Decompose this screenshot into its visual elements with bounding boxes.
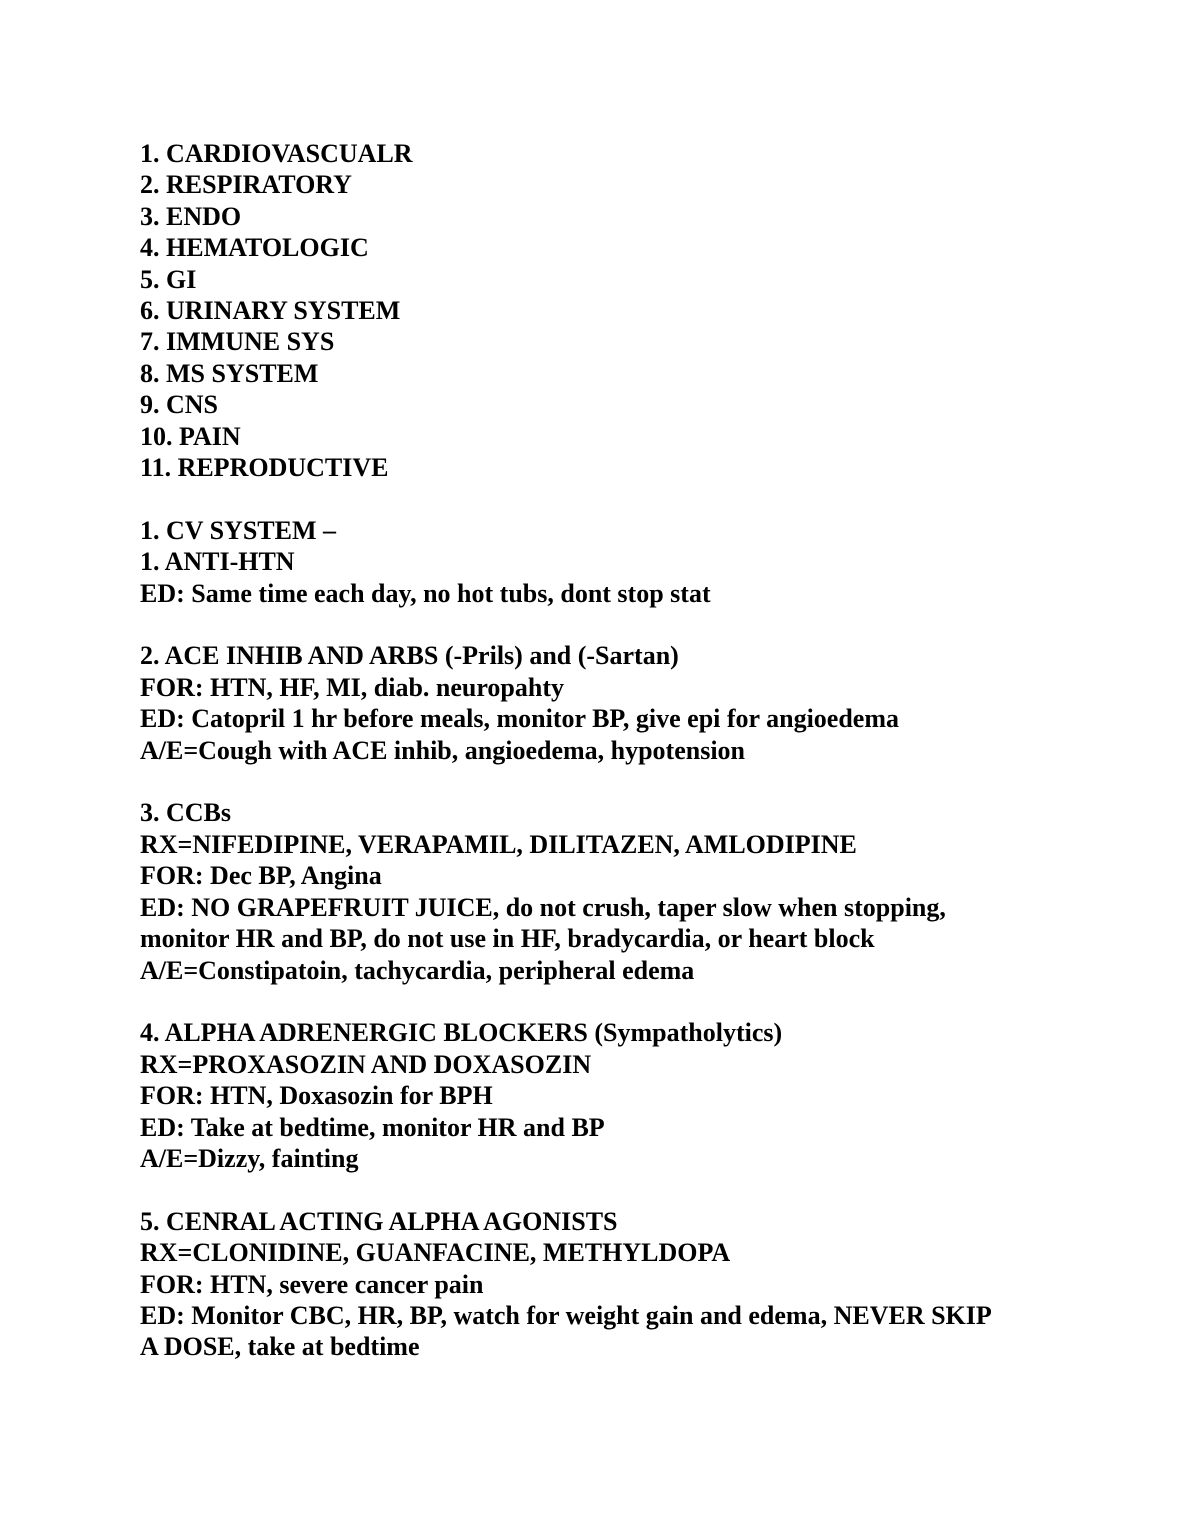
list-item: 5. GI — [140, 264, 197, 294]
list-item: 3. ENDO — [140, 201, 242, 231]
alpha-blockers-ae: A/E=Dizzy, fainting — [140, 1143, 359, 1173]
ace-title: 2. ACE INHIB AND ARBS (-Prils) and (-Sartan) — [140, 641, 679, 671]
alpha-blockers-ed: ED: Take at bedtime, monitor HR and BP — [140, 1112, 605, 1142]
alpha-blockers-for: FOR: HTN, Doxasozin for BPH — [140, 1081, 493, 1111]
ccb-section — [140, 797, 1100, 985]
spacer — [140, 986, 1100, 1017]
ccb-title: 3. CCBs — [140, 798, 232, 828]
systems-list — [140, 138, 1100, 483]
list-item: 9. CNS — [140, 390, 219, 420]
section-heading: 1. CV SYSTEM – — [140, 515, 337, 545]
anti-htn-ed: ED: Same time each day, no hot tubs, dont stop stat — [140, 578, 711, 608]
list-item: 4. HEMATOLOGIC — [140, 233, 369, 263]
alpha-blockers-title: 4. ALPHA ADRENERGIC BLOCKERS (Sympatholytics) — [140, 1018, 783, 1048]
list-item: 1. CARDIOVASCUALR — [140, 139, 413, 168]
alpha-agonists-title: 5. CENRAL ACTING ALPHA AGONISTS — [140, 1206, 618, 1236]
list-item: 6. URINARY SYSTEM — [140, 296, 401, 326]
ccb-for: FOR: Dec BP, Angina — [140, 861, 382, 891]
ace-ae: A/E=Cough with ACE inhib, angioedema, hypotension — [140, 735, 746, 765]
alpha-agonists-ed-line-2: A DOSE, take at bedtime — [140, 1332, 420, 1362]
spacer — [140, 609, 1100, 640]
list-item: 11. REPRODUCTIVE — [140, 453, 389, 483]
alpha-agonists-rx: RX=CLONIDINE, GUANFACINE, METHYLDOPA — [140, 1238, 731, 1268]
list-item: 2. RESPIRATORY — [140, 170, 352, 200]
spacer — [140, 483, 1100, 514]
ace-for: FOR: HTN, HF, MI, diab. neuropahty — [140, 672, 565, 702]
document-page — [140, 138, 1100, 1363]
ccb-rx: RX=NIFEDIPINE, VERAPAMIL, DILITAZEN, AMLODIPINE — [140, 829, 857, 859]
ccb-ed-line-1: ED: NO GRAPEFRUIT JUICE, do not crush, taper slow when stopping, — [140, 892, 946, 922]
anti-htn-title: 1. ANTI-HTN — [140, 547, 295, 577]
ccb-ae: A/E=Constipatoin, tachycardia, peripheral edema — [140, 955, 695, 985]
list-item: 8. MS SYSTEM — [140, 358, 319, 388]
alpha-blockers-section — [140, 1017, 1100, 1174]
spacer — [140, 766, 1100, 797]
alpha-agonists-section — [140, 1206, 1100, 1363]
alpha-agonists-for: FOR: HTN, severe cancer pain — [140, 1269, 484, 1299]
list-item: 7. IMMUNE SYS — [140, 327, 335, 357]
list-item: 10. PAIN — [140, 421, 241, 451]
spacer — [140, 1174, 1100, 1205]
alpha-agonists-ed-line-1: ED: Monitor CBC, HR, BP, watch for weight gain and edema, NEVER SKIP — [140, 1300, 992, 1330]
ace-ed: ED: Catopril 1 hr before meals, monitor BP, give epi for angioedema — [140, 704, 900, 734]
ace-inhib-section — [140, 640, 1100, 766]
alpha-blockers-rx: RX=PROXASOZIN AND DOXASOZIN — [140, 1049, 592, 1079]
cv-system-section — [140, 515, 1100, 609]
ccb-ed-line-2: monitor HR and BP, do not use in HF, bradycardia, or heart block — [140, 924, 875, 954]
